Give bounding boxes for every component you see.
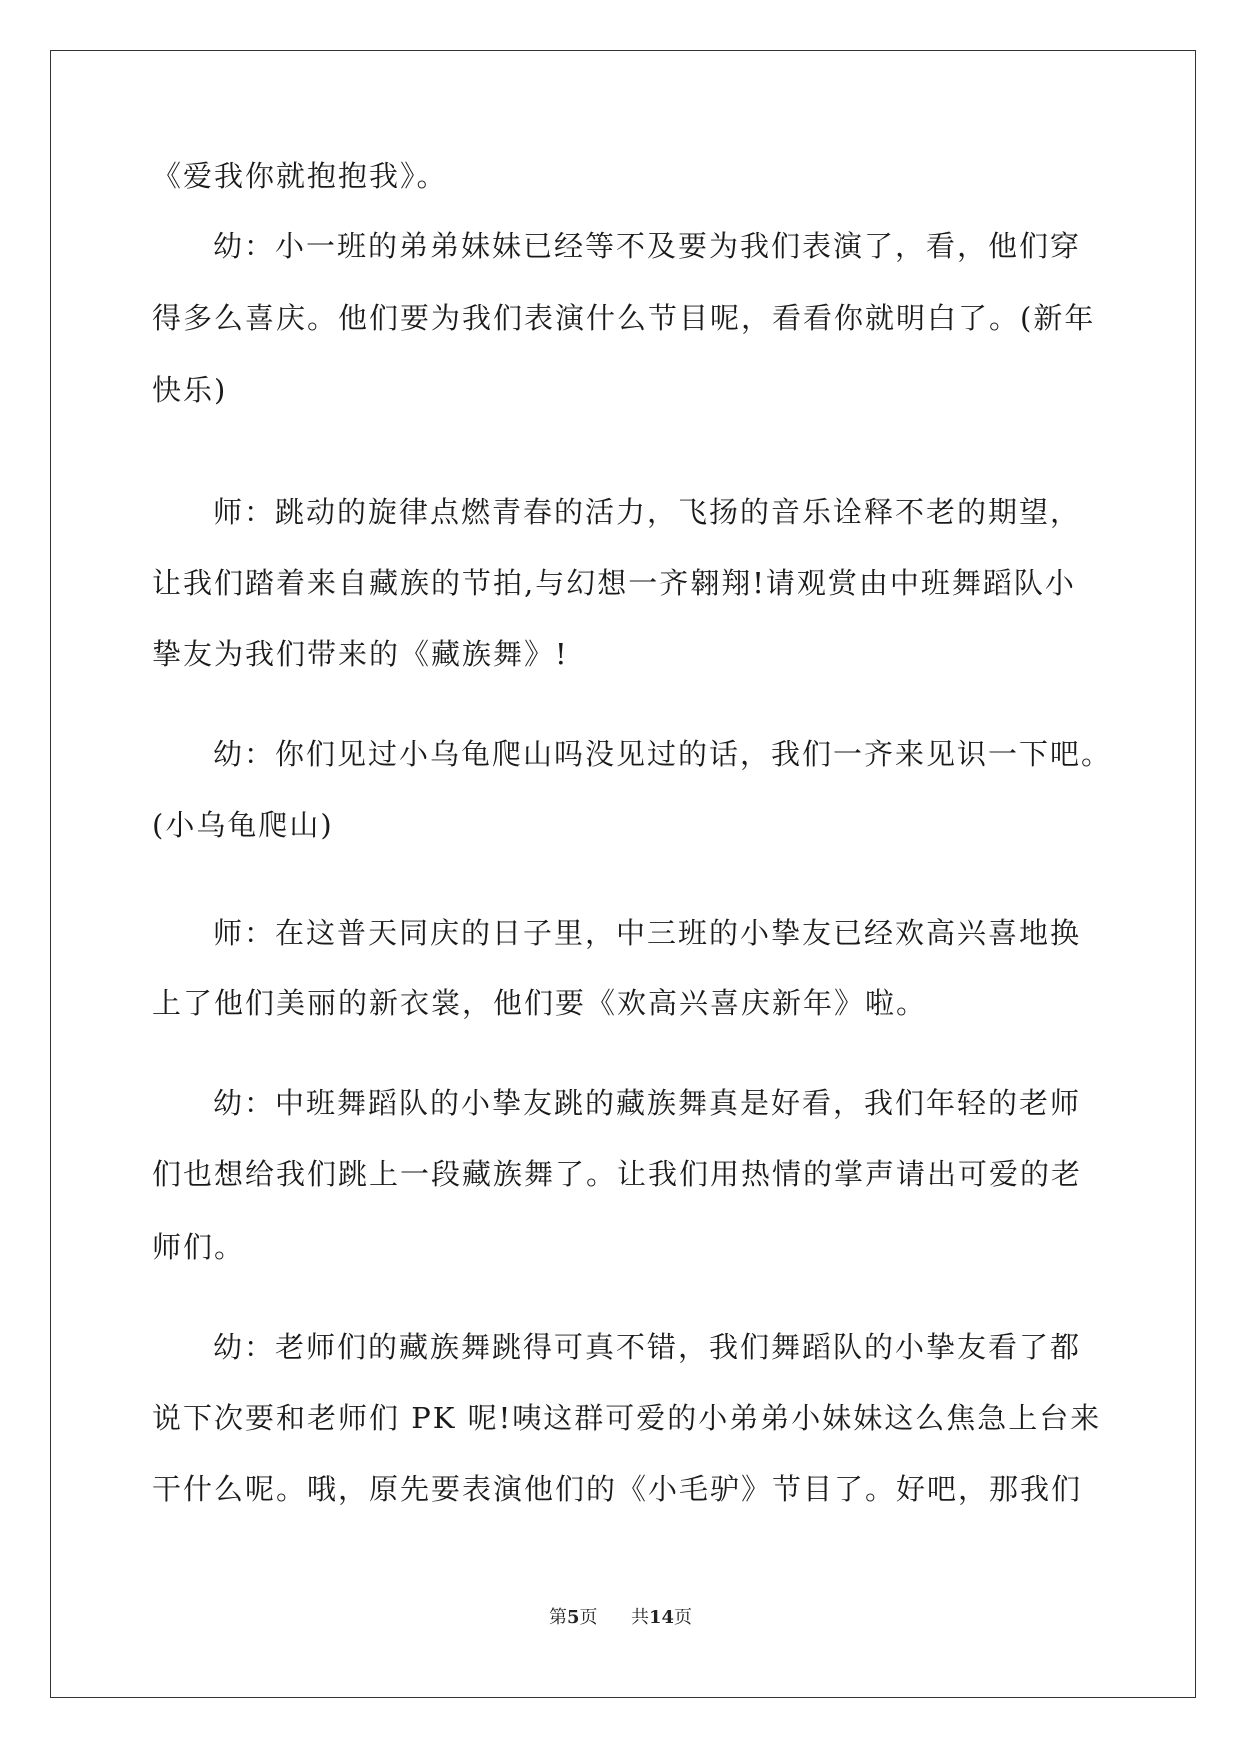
- text-line: 说下次要和老师们 PK 呢!咦这群可爱的小弟弟小妹妹这么焦急上台来: [152, 1401, 1102, 1435]
- text-line: 师：在这普天同庆的日子里，中三班的小挚友已经欢高兴喜地换: [213, 916, 1082, 950]
- page-unit: 页: [579, 1607, 598, 1628]
- text-line: 干什么呢。哦，原先要表演他们的《小毛驴》节目了。好吧，那我们: [152, 1472, 1083, 1506]
- text-line: 幼：小一班的弟弟妹妹已经等不及要为我们表演了，看，他们穿: [213, 229, 1082, 263]
- text-line: 幼：中班舞蹈队的小挚友跳的藏族舞真是好看，我们年轻的老师: [213, 1086, 1082, 1120]
- page-total: [631, 1607, 692, 1628]
- text-line: 上了他们美丽的新衣裳，他们要《欢高兴喜庆新年》啦。: [152, 986, 928, 1020]
- page-prefix: 第: [548, 1607, 567, 1628]
- text-line: 师们。: [152, 1230, 246, 1264]
- page-number: [549, 1607, 603, 1628]
- text-line: 幼：老师们的藏族舞跳得可真不错，我们舞蹈队的小挚友看了都: [213, 1330, 1082, 1364]
- text-line: (小乌龟爬山): [152, 808, 334, 842]
- text-line: 挚友为我们带来的《藏族舞》!: [152, 637, 569, 671]
- page-footer: [0, 1606, 1241, 1630]
- text-line: 幼：你们见过小乌龟爬山吗没见过的话，我们一齐来见识一下吧。: [213, 737, 1113, 771]
- text-line: 让我们踏着来自藏族的节拍,与幻想一齐翱翔!请观赏由中班舞蹈队小: [152, 566, 1076, 600]
- total-unit: 页: [674, 1607, 693, 1628]
- text-line: 得多么喜庆。他们要为我们表演什么节目呢，看看你就明白了。(新年: [152, 301, 1096, 335]
- total-page-number: 14: [648, 1607, 675, 1628]
- current-page-number: 5: [566, 1607, 580, 1628]
- text-line: 师：跳动的旋律点燃青春的活力，飞扬的音乐诠释不老的期望，: [213, 495, 1082, 529]
- total-prefix: 共: [630, 1607, 649, 1628]
- text-line: 快乐): [152, 373, 228, 407]
- text-line: 《爱我你就抱抱我》。: [152, 159, 448, 193]
- text-line: 们也想给我们跳上一段藏族舞了。让我们用热情的掌声请出可爱的老: [152, 1157, 1083, 1191]
